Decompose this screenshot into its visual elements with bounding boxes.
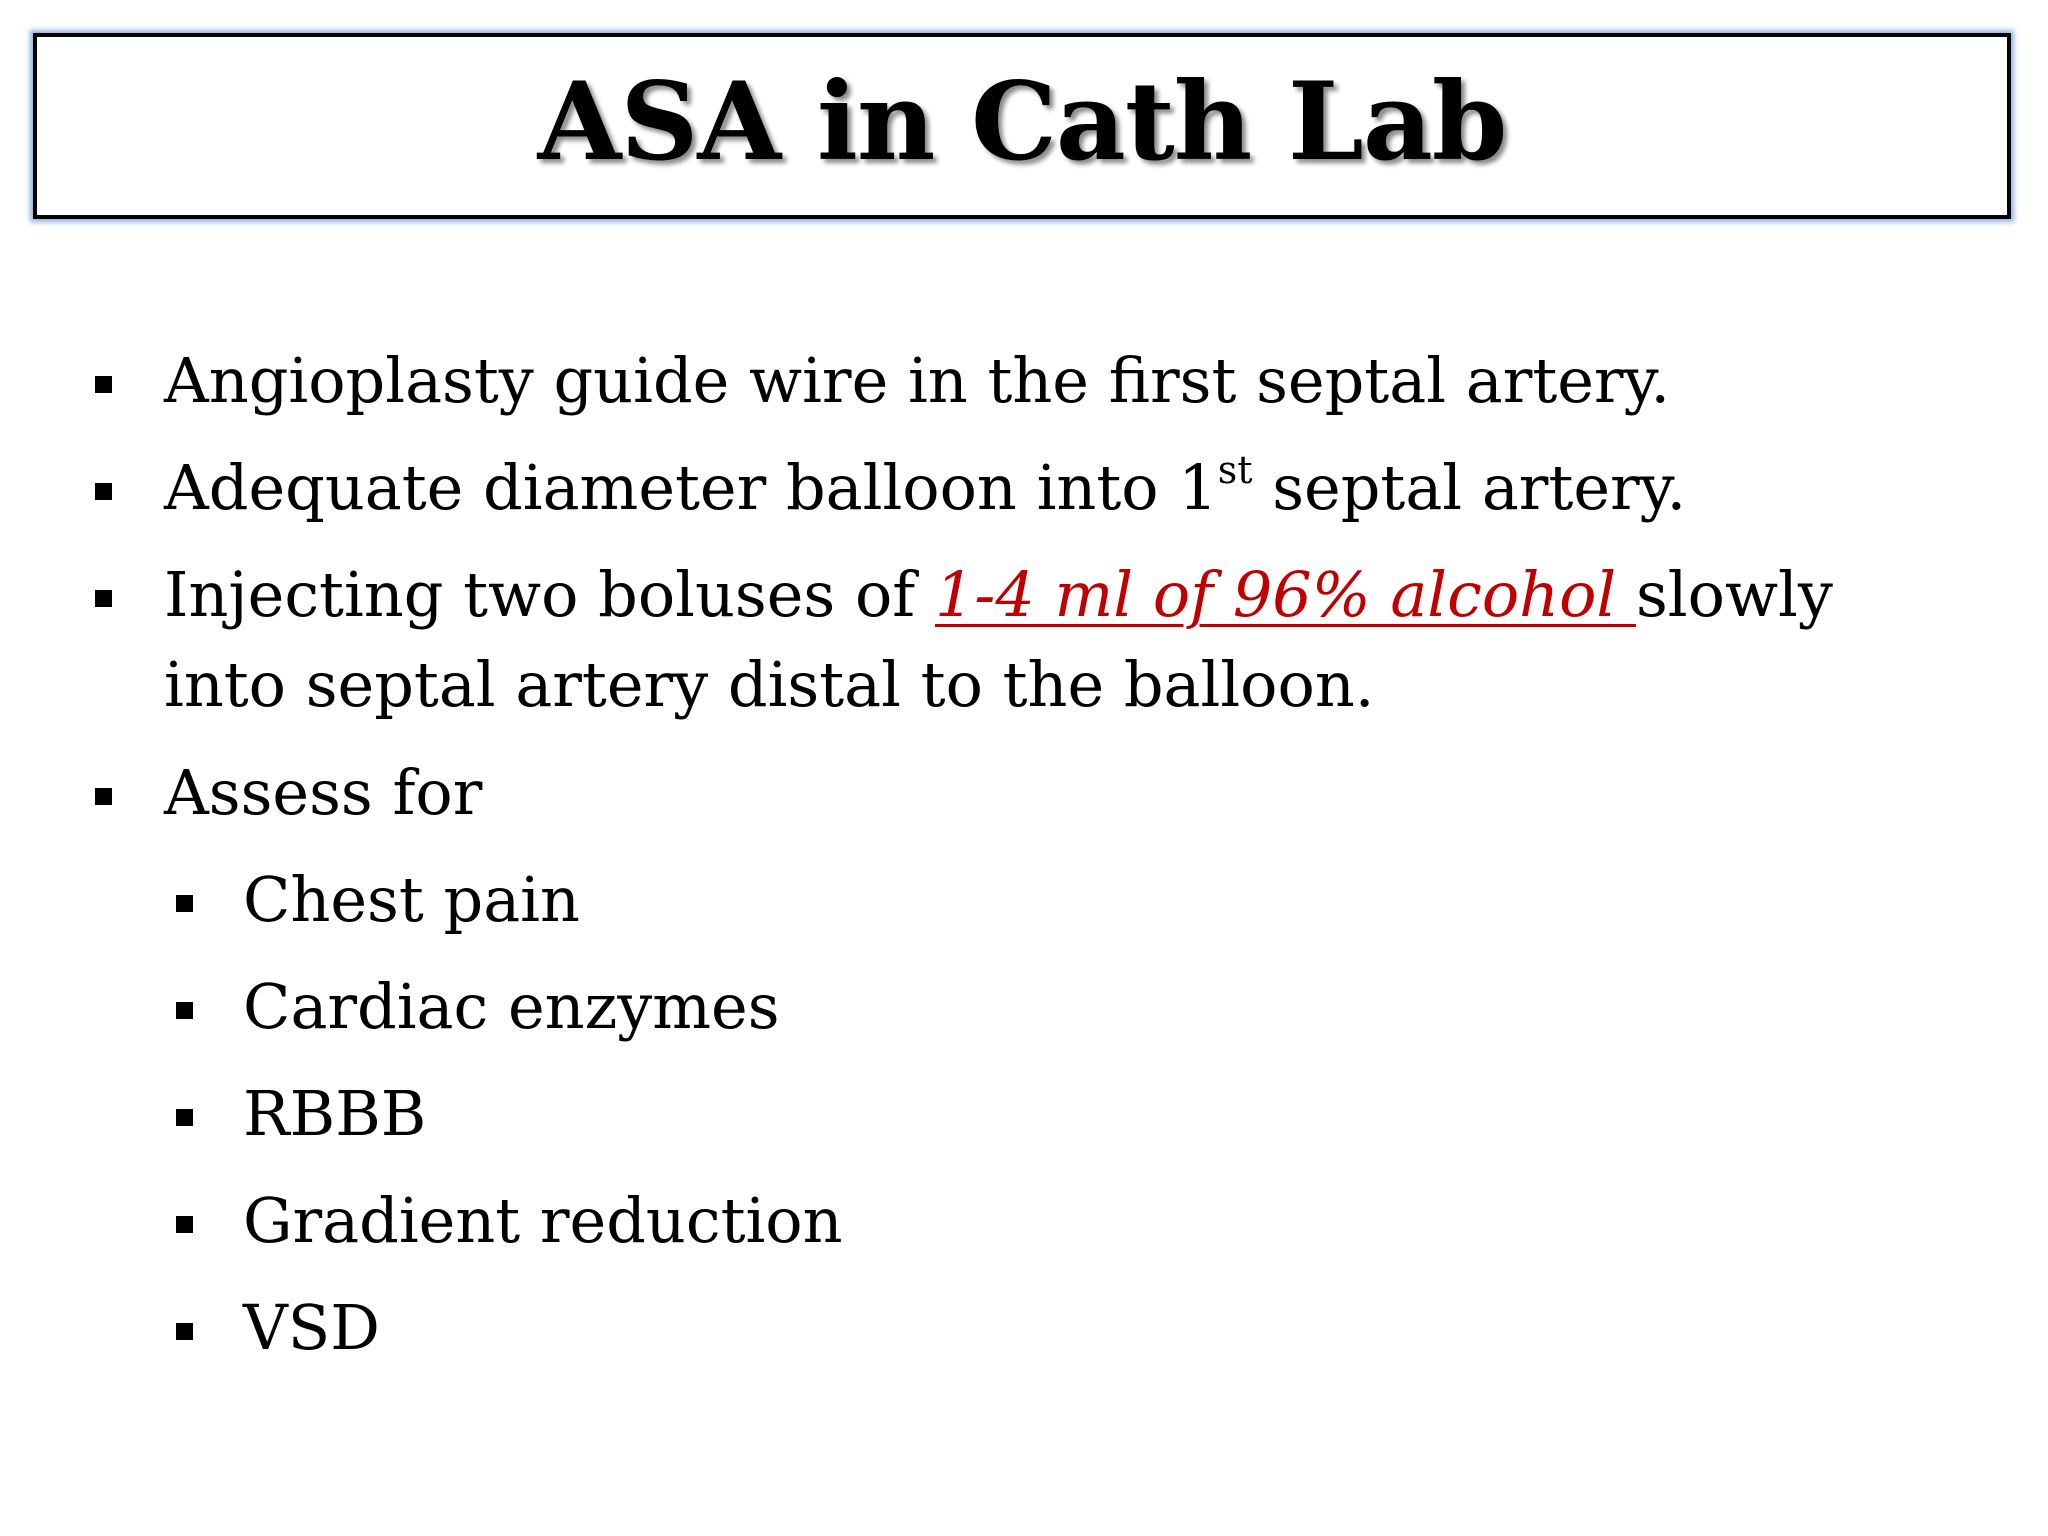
- sub-bullet-text: Cardiac enzymes: [243, 970, 780, 1043]
- square-bullet-icon: [95, 376, 112, 393]
- sub-bullet-item: [243, 962, 780, 1052]
- sub-bullet-item: [243, 1176, 843, 1266]
- bullet-text-2: Adequate diameter balloon into 1: [164, 451, 1218, 524]
- sub-bullet-text: RBBB: [243, 1077, 427, 1150]
- bullet-item-4: [164, 748, 482, 838]
- bullet-item-3: [164, 550, 1833, 640]
- sub-bullet-text: Chest pain: [243, 863, 580, 936]
- square-bullet-icon: [176, 1109, 193, 1126]
- bullet-item-1: [164, 336, 1670, 426]
- bullet-text-3: Injecting two boluses of: [164, 558, 935, 631]
- bullet-text-2-tail: septal artery.: [1252, 451, 1687, 524]
- square-bullet-icon: [95, 590, 112, 607]
- bullet-item-2: [164, 443, 1686, 533]
- bullet-item-3-line-2: into septal artery distal to the balloon.: [164, 648, 1375, 721]
- alcohol-dose-highlight: 1-4 ml of 96% alcohol: [934, 558, 1636, 631]
- bullet-text-4: Assess for: [164, 756, 483, 829]
- square-bullet-icon: [95, 483, 112, 500]
- sub-bullet-item: [243, 855, 580, 945]
- superscript-st: st: [1217, 448, 1253, 492]
- square-bullet-icon: [95, 788, 112, 805]
- square-bullet-icon: [176, 895, 193, 912]
- slide-title: ASA in Cath Lab: [537, 59, 1507, 185]
- square-bullet-icon: [176, 1002, 193, 1019]
- bullet-text-1: Angioplasty guide wire in the first septal artery.: [164, 344, 1671, 417]
- sub-bullet-text: Gradient reduction: [243, 1184, 843, 1257]
- bullet-text-3-tail: slowly: [1635, 558, 1833, 631]
- sub-bullet-item: [243, 1069, 426, 1159]
- sub-bullet-item: [243, 1283, 380, 1373]
- sub-bullet-text: VSD: [243, 1291, 380, 1364]
- square-bullet-icon: [176, 1323, 193, 1340]
- square-bullet-icon: [176, 1216, 193, 1233]
